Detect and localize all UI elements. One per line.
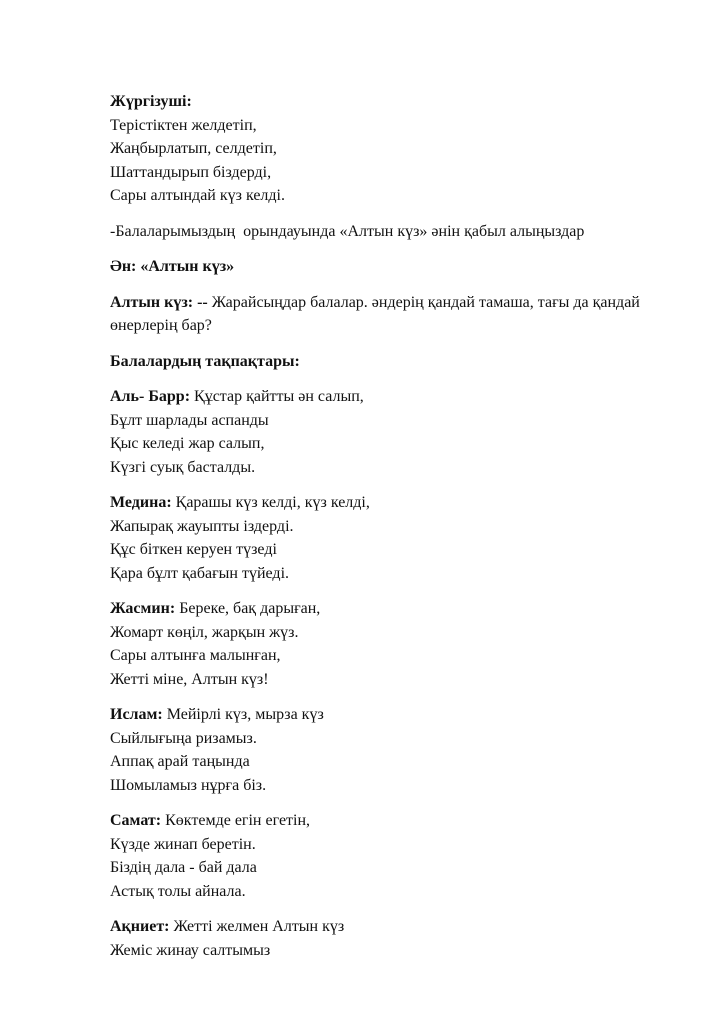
poem-stanza [110, 491, 664, 585]
poem-line: Сары алтындай күз келді. [110, 187, 285, 204]
poem-line: Жетті желмен Алтын күз [169, 918, 345, 935]
poem-line: Бұлт шарлады аспанды [110, 411, 269, 429]
poem-line: Шомыламыз нұрға біз. [110, 776, 267, 794]
poem-line: Құстар қайтты ән салып, [190, 388, 364, 405]
poem-stanza [110, 703, 664, 797]
poem-line: Аппақ арай таңында [110, 753, 250, 770]
poem-line: Күзгі суық басталды. [110, 458, 256, 476]
poem-line: Құс біткен керуен түзеді [110, 541, 277, 558]
poem-line: Жетті міне, Алтын күз! [110, 670, 269, 688]
intro-stanza [110, 90, 664, 208]
poem-line: Қыс келеді жар салып, [110, 435, 265, 452]
poem-line: Мейірлі күз, мырза күз [162, 706, 324, 723]
poem-line: Жеміс жинау салтымыз [110, 941, 271, 959]
poem-line: Біздің дала - бай дала [110, 859, 257, 876]
announcement-text: -Балаларымыздың орындауында «Алтын күз» әнін қабыл алыңыздар [110, 222, 585, 240]
poem-line: Астық толы айнала. [110, 882, 246, 900]
poem-line: Қара бұлт қабағын түйеді. [110, 564, 290, 582]
poem-stanza [110, 597, 664, 691]
speaker-label: Ақниет: [110, 918, 170, 935]
poem-stanza [110, 809, 664, 903]
section-heading: Балалардың тақпақтары: [110, 352, 300, 370]
poem-stanza [110, 915, 664, 962]
poem-line: Шаттандырып біздерді, [110, 163, 272, 181]
speaker-label: Жүргізуші: [110, 93, 192, 110]
speaker-label: Самат: [110, 812, 162, 829]
speaker-label: Ислам: [110, 706, 163, 723]
poem-line: Береке, бақ дарыған, [175, 600, 321, 617]
poem-stanza [110, 385, 664, 479]
altyn-kuz-speech [110, 291, 664, 338]
poem-line: Күзде жинап беретін. [110, 835, 256, 853]
poem-line: Сыйлығыңа ризамыз. [110, 729, 257, 747]
poem-line: Жапырақ жауыпты іздерді. [110, 517, 294, 535]
speaker-label: Жасмин: [110, 600, 176, 617]
poem-line: Қарашы күз келді, күз келді, [171, 494, 370, 511]
poem-line: Сары алтынға малынған, [110, 647, 281, 664]
speaker-label: Алтын күз: -- [110, 293, 208, 311]
announcement [110, 220, 664, 244]
poem-line: Жомарт көңіл, жарқын жүз. [110, 623, 299, 641]
speech-text: Жарайсыңдар балалар. әндерің қандай тамаша, тағы да қандай өнерлерің бар? [110, 293, 640, 334]
poem-line: Көктемде егін егетін, [161, 812, 311, 829]
speaker-label: Аль- Барр: [110, 388, 191, 405]
song-title: Ән: «Алтын күз» [110, 258, 235, 275]
poem-line: Терістіктен желдетіп, [110, 116, 257, 134]
speaker-label: Медина: [110, 494, 172, 511]
poem-line: Жаңбырлатып, селдетіп, [110, 140, 277, 157]
